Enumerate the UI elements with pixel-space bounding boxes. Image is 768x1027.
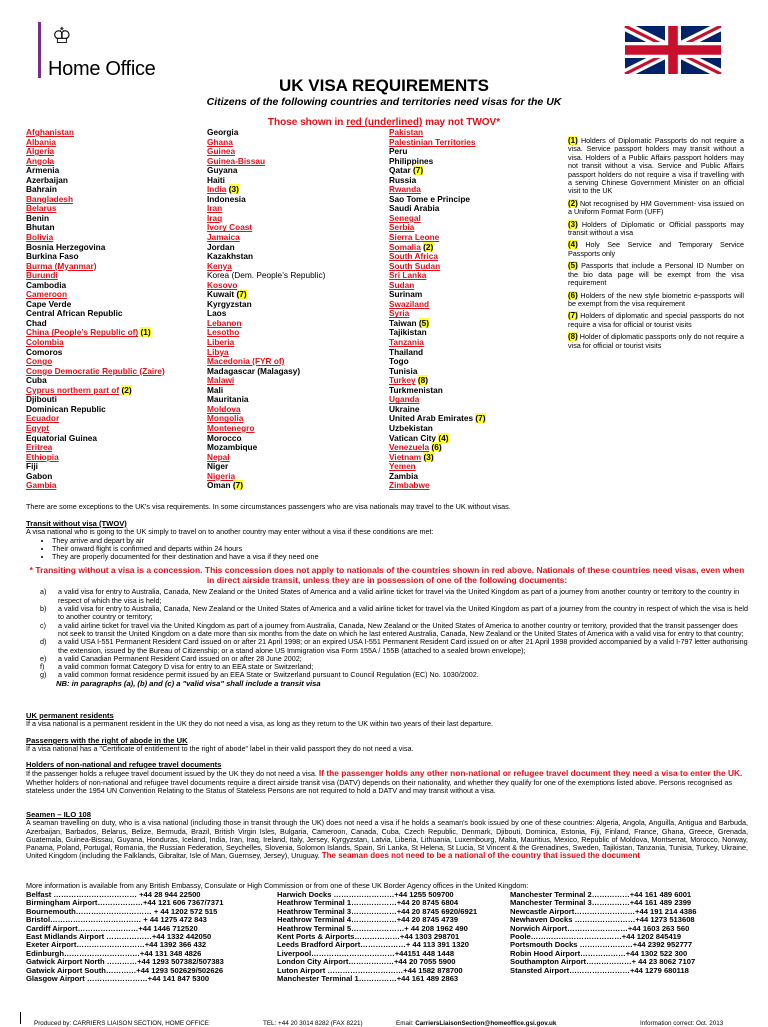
footnote-ref-badge: (3) [423,451,434,462]
footnote-item [568,221,744,238]
footnote-ref-badge: (7) [475,413,486,424]
country-name: Kyrgyzstan [207,298,252,309]
country-name: Chad [26,317,47,328]
list-item: • They are properly documented for their destination and have a visa if they need one [52,553,748,561]
country-name: Bahrain [26,184,57,195]
footnote-number: (7) [568,311,578,321]
country-column-3 [389,128,486,491]
list-item: • They arrive and depart by air [52,537,748,545]
country-column-2 [207,128,325,491]
country-name: Cuba [26,375,47,386]
airports-column-2 [277,891,477,983]
footnote-text: Passports that include a Personal ID Number on the bio data page will be exempt from the visa requirement [568,261,744,288]
airport-contact: Kent Ports & Airports………………+44 1303 298701 [277,932,460,942]
country-name: Saudi Arabia [389,203,440,214]
airport-contact: Heathrow Terminal 4………………+44 20 8745 4739 [277,915,459,925]
document-item [26,638,748,655]
airport-contact: Norwich Airport……………………+44 1603 263 560 [510,923,690,933]
airport-contact: Gatwick Airport South…………+44 1293 502629/502626 [26,965,224,975]
twov-bullets [26,537,748,562]
airport-contact: Southampton Airport………………+ 44 23 8062 7107 [510,957,696,967]
country-name: Venezuela [389,442,430,453]
country-name: Ivory Coast [207,222,253,233]
country-item [389,481,486,491]
twov-nb: NB: in paragraphs (a), (b) and (c) a "valid visa" shall include a transit visa [56,678,321,688]
country-name: Jordan [207,241,235,252]
airport-contact: Belfast …………………………… +44 28 944 22500 [26,890,201,899]
country-name: Mali [207,384,224,395]
document-text: a valid visa for entry to Australia, Canada, New Zealand or the United States of America and a valid airline ticket for travel via the United Kingdom as part of a journey from another country or territory to the country in respect of which the visa is held; [58,587,740,605]
document-text: a valid common format Category D visa for entry to an EEA state or Switzerland; [58,662,314,672]
country-name: Qatar [389,165,411,176]
airport-contact: Liverpool……………………………+44151 448 1448 [277,948,455,958]
country-name: Tanzania [389,337,424,348]
country-name: Belarus [26,203,57,214]
list-item: • Their onward flight is confirmed and departs within 24 hours [52,545,748,553]
airport-contact: Leeds Bradford Airport………………+ 44 113 391 1320 [277,940,469,950]
footnote-text: Not recognised by HM Government- visa issued on a Uniform Format Form (UFF) [568,198,744,217]
footnote-text: Holy See Service and Temporary Service Passports only [568,240,744,258]
country-name: Malawi [207,375,235,386]
country-name: Algeria [26,146,55,157]
footnote-item [568,292,744,309]
airport-contact: Bournemouth………………………… + 44 1202 572 515 [26,906,218,916]
abode-section [26,737,748,754]
country-name: Tunisia [389,365,418,376]
country-name: Gambia [26,480,57,491]
country-name: Congo Democratic Republic (Zaire) [26,365,165,376]
footnote-ref-badge: (3) [228,184,239,195]
country-name: Cambodia [26,279,67,290]
footnote-ref-badge: (4) [438,432,449,443]
country-name: Syria [389,308,410,319]
country-name: Ghana [207,136,233,147]
country-item [207,204,325,214]
country-name: Tajikistan [389,327,427,338]
country-name: Palestinian Territories [389,136,476,147]
airports-column-3 [510,891,696,975]
country-name: Mozambique [207,442,258,453]
footnote-number: (6) [568,290,578,300]
country-name: Russia [389,174,417,185]
airport-contact: Heathrow Terminal 3………………+44 20 8745 6920/6921 [277,906,478,916]
union-jack-icon [624,26,722,74]
country-name: Bolivia [26,232,54,243]
footer-tel: TEL: +44 20 3014 8282 (FAX 8221) [263,1020,363,1027]
airport-contact: Heathrow Terminal 1………………+44 20 8745 6804 [277,898,459,908]
footnote-item [568,200,744,217]
country-name: Philippines [389,155,434,166]
country-name: Yemen [389,461,416,472]
country-name: Burundi [26,270,58,281]
document-letter: f) [40,662,45,672]
twov-note: Those shown in red (underlined) may not TWOV* [267,117,501,128]
country-name: Iraq [207,212,223,223]
country-name: Burma (Myanmar) [26,260,97,271]
country-name: Surinam [389,289,423,300]
footnote-text: Holder of diplomatic passports only do not require a visa for official or tourist visits [568,332,744,350]
footnote-text: Holders of Diplomatic Passports do not require a visa. Service passport holders may transit without a visa. Holders of a Public Affairs passport holders may not transit without a visa. Service and Public Affairs passport holders do not require a visa if travelling with a serving Chinese Government Minister on an official visit to the UK [568,136,744,196]
country-name: Korea (Dem. People’s Republic) [207,270,326,281]
refugee-red-text: If the passenger holds any other non-national or refugee travel document they need a visa to enter the UK. [318,768,743,779]
airport-contact: Portsmouth Docks …………………+44 2392 952777 [510,940,693,950]
country-name: Haiti [207,174,225,185]
country-name: Macedonia (FYR of) [207,356,285,367]
country-name: Sri Lanka [389,270,427,281]
footnote-item [568,333,744,350]
airport-contact: Luton Airport …………………………+44 1582 878700 [277,965,463,975]
document-letter: g) [40,670,47,680]
uk-permanent-heading: UK permanent residents [26,711,114,720]
country-name: Guyana [207,165,238,176]
airport-contact: Cardiff Airport……………………+44 1446 712520 [26,923,198,933]
country-name: Vatican City [389,432,437,443]
country-name: Bosnia Herzegovina [26,241,106,252]
footnote-ref-badge: (8) [417,375,429,386]
country-name: Sierra Leone [389,232,440,243]
country-name: Taiwan [389,317,417,328]
country-name: Egypt [26,422,50,433]
seamen-text: A seaman travelling on duty, who is a visa national (including those in transit through the UK) does not need a visa if he holds a seaman's book issued by one of these countries: Algeria, Angola, Anguilla, Antigua and Barbuda, Azerbaijan, Barbados, Belarus, Belize, Bermuda, Brazil, British Virgin Isles, Bulgaria, Cameroon, Canada, Cuba, Czech Republic, Denmark, Djibouti, Dominica, Estonia, Fiji, Finland, France, Ghana, Greece, Grenada, Guatemala, Guinea-Bissau, Guyana, Honduras, Iceland, India, Iran, Iraq, Ireland, Italy, Jersey, Kyrgyzstan, Latvia, Liberia, Lithuania, Luxembourg, Malta, Mauritius, Mexico, Republic of Moldova, Montserrat, Morocco, Norway, Panama, Poland, Portugal, Romania, the Russian Federation, Seychelles, Slovenia, Solomon Islands, Spain, Sri Lanka, St Helena, St Lucia, St Vincent & the Grenadines, Sweden, Tajikistan, Tanzania, Tunisia, Turkey, Ukraine, United Kingdom (including the Falklands, Gibraltar, Isle of Man, Guernsey, Jersey), Uruguay. The seaman does not need to be a national of the country that issued the document [26,818,748,861]
footnote-number: (3) [568,219,578,229]
country-name: Cape Verde [26,298,72,309]
document-text: a valid USA I-551 Permanent Resident Card issued on or after 21 April 1998; or an expired USA I-551 Permanent Resident Card issued on or after 21 April 1998 provided accompanied by a valid I-797 letter authorising the extension, issued by the Bureau of Citizenship; or a stand alone US Immigration visa Form 155A / 155B (attached to a sealed brown envelope); [58,637,748,655]
airport-contact: Bristol……………………………… + 44 1275 472 843 [26,915,207,925]
footnote-text: Holders of diplomatic and special passports do not require a visa for official or tourist visits [568,311,744,329]
uk-permanent-text: If a visa national is a permanent resident in the UK they do not need a visa, as long as they return to the UK within two years of their last departure. [26,719,494,729]
country-name: Colombia [26,337,64,348]
country-item [207,376,325,386]
country-name: Somalia [389,241,421,252]
airport-contact: Manchester Terminal 1……………+44 161 489 2863 [277,974,459,984]
exceptions-intro: There are some exceptions to the UK's visa requirements. In some circumstances passengers who are visa nationals may travel to the UK without visas. [26,502,511,511]
document-letter: e) [40,653,47,663]
country-name: Fiji [26,461,38,472]
country-name: Sao Tome e Principe [389,193,470,204]
country-name: Comoros [26,346,63,357]
country-name: Sudan [389,279,415,290]
airport-contact: Newhaven Docks ……………………+44 1273 513608 [510,915,695,925]
country-name: Ukraine [389,403,420,414]
footnote-ref-badge: (6) [431,442,442,453]
airports-column-1 [26,891,224,983]
country-name: Guinea [207,146,236,157]
footnote-item [568,262,744,287]
airport-contact: London City Airport………………+44 20 7055 5900 [277,957,456,967]
country-name: Cyprus northern part of [26,384,120,395]
document-text: a valid Canadian Permanent Resident Card issued on or after 28 June 2002; [58,653,302,663]
more-info: More information is available from any British Embassy, Consulate or High Commission or from one of these UK Border Agency offices in the United Kingdom: [26,881,529,890]
document-item [26,622,748,639]
logo-bar [38,22,41,78]
country-name: Iran [207,203,223,214]
footnote-ref-badge: (2) [121,384,132,395]
footnote-item [568,137,744,196]
twov-documents [26,588,748,679]
twov-concession: * Transiting without a visa is a concession. This concession does not apply to nationals of the countries shown in red above. Nationals of these countries need visas, even when in direct airside transit, unless they are in possession of one of the following documents: [29,565,745,585]
refugee-text-2: Whether holders of non-national and refugee travel documents require a direct airside transit visa (DATV) depends on their nationality, and whether they qualify for one of the exemptions listed above. Persons recognised as stateless under the 1954 UN Convention Relating to the Status of Stateless Persons are not required to hold a DATV and may transit without a visa. [26,777,733,795]
country-name: Kenya [207,260,232,271]
airport-contact: Birmingham Airport………………+44 121 606 7367/7371 [26,898,224,908]
country-name: Libya [207,346,229,357]
country-name: Niger [207,461,229,472]
country-name: South Africa [389,251,439,262]
airport-contact: Manchester Terminal 3……………+44 161 489 2399 [510,898,692,908]
footnote-item [568,312,744,329]
airport-contact: Robin Hood Airport………………+44 1302 522 300 [510,948,688,958]
country-name: Cameroon [26,289,68,300]
document-text: a valid airline ticket for travel via the United Kingdom as part of a journey from Australia, Canada, New Zealand or the United States of America to another country or territory, provided that the transit passenger does not seek to transit the United Kingdom on a date more than six months from the date on which he last entered Australia, Canada, New Zealand or the United States of America with a valid visa for entry to that country; [58,620,744,638]
document-letter: d) [40,637,47,647]
country-name: Lebanon [207,317,242,328]
footer-produced: Produced by: CARRIERS LIAISON SECTION, HOME OFFICE [34,1020,209,1027]
country-name: Pakistan [389,127,424,137]
airport-contact: Gatwick Airport North …………+44 1293 507382/507383 [26,957,224,967]
country-name: Indonesia [207,193,246,204]
country-name: Mongolia [207,413,244,424]
twov-intro: A visa national who is going to the UK simply to travel on to another country may enter without a visa if these conditions are met: [26,527,434,537]
country-name: Burkina Faso [26,251,79,262]
country-name: Azerbaijan [26,174,68,185]
uk-permanent-section [26,712,748,729]
footnote-text: Holders of Diplomatic or Official passports may transit without a visa [568,219,744,238]
country-name: China (People’s Republic of) [26,327,139,338]
country-name: Peru [389,146,408,157]
seamen-heading: Seamen – ILO 108 [26,810,92,819]
country-name: Jamaica [207,232,240,243]
document-letter: a) [40,587,47,597]
country-name: Uganda [389,394,420,405]
airport-contact: Poole………………………………+44 1202 845419 [510,932,682,942]
footnote-number: (4) [568,240,578,250]
footnote-item [568,241,744,258]
country-name: Kuwait [207,289,235,300]
footer-email-label: Email: [396,1020,414,1027]
document-letter: c) [40,620,46,630]
country-name: Ethiopia [26,451,59,462]
country-name: Gabon [26,470,53,481]
document-item [26,588,748,605]
airport-contact: East Midlands Airport ………………+44 1332 442050 [26,932,212,942]
country-column-1 [26,128,165,491]
country-name: Eritrea [26,442,53,453]
airport-contact: Newcastle Airport……………………+44 191 214 4386 [510,906,697,916]
twov-heading: Transit without visa (TWOV) [26,519,127,528]
crest-icon: ♔ [52,23,72,48]
country-name: Guinea-Bissau [207,155,266,166]
refugee-text: If the passenger holds a refugee travel document issued by the UK they do not need a visa. If the passenger holds any other non-national or refugee travel document they need a visa to enter the UK. [26,768,743,779]
country-name: Lesotho [207,327,240,338]
country-name: Thailand [389,346,424,357]
country-name: Turkmenistan [389,384,443,395]
country-name: Serbia [389,222,415,233]
country-name: Madagascar (Malagasy) [207,365,301,376]
twov-section [26,520,748,688]
country-name: Zambia [389,470,419,481]
country-name: Kosovo [207,279,238,290]
country-item [26,309,165,319]
airport-contact: Heathrow Terminal 5…………………+ 44 208 1962 490 [277,923,468,933]
footnote-number: (2) [568,198,578,208]
country-item [26,481,165,491]
document-item [26,605,748,622]
country-item [26,453,165,463]
document-text: a valid common format residence permit issued by an EEA State or Switzerland pursuant to Council Regulation (EC) No. 1030/2002. [58,670,479,680]
country-name: Kazakhstan [207,251,254,262]
country-name: Djibouti [26,394,57,405]
country-name: Zimbabwe [389,480,430,491]
footnote-ref-badge: (1) [140,327,151,338]
country-name: Dominican Republic [26,403,106,414]
document-text: a valid visa for entry to Australia, Canada, New Zealand or the United States of America and a valid airline ticket for travel via the United Kingdom as part of a journey from the country in respect of which the visa is held to another country or territory; [58,604,748,622]
footnote-ref-badge: (7) [232,480,243,491]
country-name: Moldova [207,403,241,414]
country-name: Nigeria [207,470,236,481]
country-name: Afghanistan [26,127,74,137]
org-name: Home Office [48,58,156,80]
country-name: Uzbekistan [389,422,433,433]
country-name: Congo [26,356,53,367]
country-name: Bangladesh [26,193,74,204]
country-name: South Sudan [389,260,441,271]
footer-info-date: Information correct: Oct. 2013 [640,1020,724,1027]
refugee-section [26,761,748,795]
abode-text: If a visa national has a "Certificate of entitlement to the right of abode" label in their valid passport they do not need a visa. [26,744,414,754]
country-name: India [207,184,227,195]
footnotes [568,137,744,354]
airport-contact: Glasgow Airport ……………………+44 141 847 5300 [26,974,210,984]
footer-email-link[interactable]: CarriersLiaisonSection@homeoffice.gsi.gov.uk [415,1020,557,1027]
airport-contact: Stansted Airport……………………+44 1279 680118 [510,965,689,975]
country-name: Oman [207,480,231,491]
footer-divider [20,1012,21,1024]
country-name: Togo [389,356,409,367]
country-name: Central African Republic [26,308,123,319]
footnote-number: (5) [568,261,578,271]
home-office-logo [38,22,178,82]
country-name: Swaziland [389,298,430,309]
country-name: Albania [26,136,56,147]
country-name: Vietnam [389,451,422,462]
page-title: UK VISA REQUIREMENTS [278,76,489,95]
refugee-heading: Holders of non-national and refugee travel documents [26,760,222,769]
seamen-section [26,811,748,861]
country-name: Montenegro [207,422,255,433]
country-name: Nepal [207,451,230,462]
seamen-red-text: The seaman does not need to be a national of the country that issued the document [321,851,641,861]
country-name: Mauritania [207,394,249,405]
country-name: Morocco [207,432,242,443]
country-name: Georgia [207,127,239,137]
country-name: Ecuador [26,413,60,424]
country-name: Bhutan [26,222,55,233]
footnote-ref-badge: (2) [423,241,434,252]
footnote-number: (8) [568,332,578,342]
country-name: Senegal [389,212,421,223]
country-name: Liberia [207,337,235,348]
country-name: Benin [26,212,50,223]
footnote-ref-badge: (5) [418,317,429,328]
country-name: Laos [207,308,227,319]
country-name: Turkey [389,375,416,386]
airport-contact: Manchester Terminal 2……………+44 161 489 6001 [510,890,692,899]
country-item [207,195,325,205]
footnote-number: (1) [568,136,578,145]
country-name: Rwanda [389,184,421,195]
footnote-ref-badge: (7) [413,165,424,176]
footnote-ref-badge: (7) [236,289,247,300]
country-name: Equatorial Guinea [26,432,97,443]
page-subtitle: Citizens of the following countries and territories need visas for the UK [206,96,562,108]
airport-contact: Harwich Docks ……………………+44 1255 509700 [277,890,454,899]
country-name: Armenia [26,165,60,176]
airport-contact: Edinburgh…………………………+44 131 348 4826 [26,948,202,958]
country-item [207,481,325,491]
abode-heading: Passengers with the right of abode in the UK [26,736,188,745]
document-letter: b) [40,604,47,614]
country-name: Angola [26,155,55,166]
airport-contact: Exeter Airport………………………+44 1392 366 432 [26,940,207,950]
country-name: United Arab Emirates [389,413,474,424]
footnote-text: Holders of the new style biometric e-passports will be exempt from the visa requirement [568,290,744,308]
